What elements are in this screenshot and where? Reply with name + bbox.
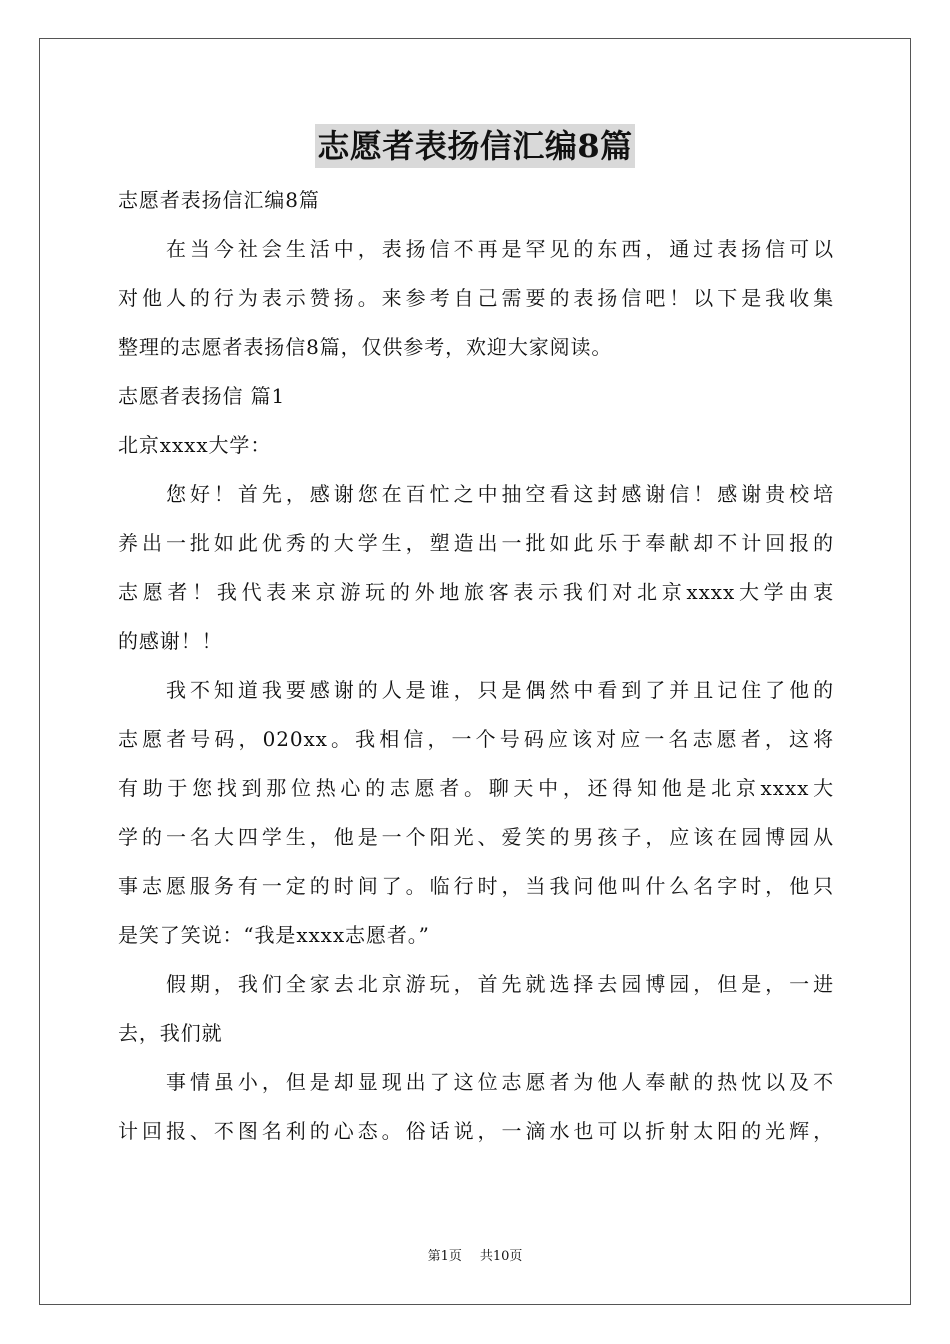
total-pages: 共10页 bbox=[479, 1249, 523, 1264]
body-line: 对他人的行为表示赞扬。来参考自己需要的表扬信吧！以下是我收集 bbox=[118, 286, 834, 310]
body-line: 的感谢！！ bbox=[118, 629, 223, 653]
body-line: 北京xxxx大学： bbox=[118, 433, 272, 457]
body-line: 假期，我们全家去北京游玩，首先就选择去园博园，但是，一进 bbox=[166, 972, 834, 996]
page-footer bbox=[0, 1248, 950, 1266]
body-line: 志愿者号码，020xx。我相信，一个号码应该对应一名志愿者，这将 bbox=[118, 727, 834, 751]
body-line: 事情虽小，但是却显现出了这位志愿者为他人奉献的热忱以及不 bbox=[166, 1070, 834, 1094]
document-title: 志愿者表扬信汇编8篇 bbox=[315, 124, 634, 168]
body-line: 养出一批如此优秀的大学生，塑造出一批如此乐于奉献却不计回报的 bbox=[118, 531, 834, 555]
body-line: 事志愿服务有一定的时间了。临行时，当我问他叫什么名字时，他只 bbox=[118, 874, 834, 898]
body-line: 整理的志愿者表扬信8篇，仅供参考，欢迎大家阅读。 bbox=[118, 335, 613, 359]
body-line: 志愿者表扬信汇编8篇 bbox=[118, 188, 320, 212]
body-line: 我不知道我要感谢的人是谁，只是偶然中看到了并且记住了他的 bbox=[166, 678, 834, 702]
body-line: 您好！首先，感谢您在百忙之中抽空看这封感谢信！感谢贵校培 bbox=[166, 482, 834, 506]
body-line: 学的一名大四学生，他是一个阳光、爱笑的男孩子，应该在园博园从 bbox=[118, 825, 834, 849]
body-line: 计回报、不图名利的心态。俗话说，一滴水也可以折射太阳的光辉， bbox=[118, 1119, 834, 1143]
body-line: 去，我们就 bbox=[118, 1021, 223, 1045]
body-line: 是笑了笑说：“我是xxxx志愿者。” bbox=[118, 923, 430, 947]
title-container bbox=[0, 124, 950, 168]
page-number: 第1页 bbox=[427, 1249, 462, 1264]
body-line: 志愿者表扬信 篇1 bbox=[118, 384, 286, 408]
document-body bbox=[118, 176, 834, 1156]
body-line: 在当今社会生活中，表扬信不再是罕见的东西，通过表扬信可以 bbox=[166, 237, 834, 261]
body-line: 有助于您找到那位热心的志愿者。聊天中，还得知他是北京xxxx大 bbox=[118, 776, 834, 800]
body-line: 志愿者！我代表来京游玩的外地旅客表示我们对北京xxxx大学由衷 bbox=[118, 580, 834, 604]
